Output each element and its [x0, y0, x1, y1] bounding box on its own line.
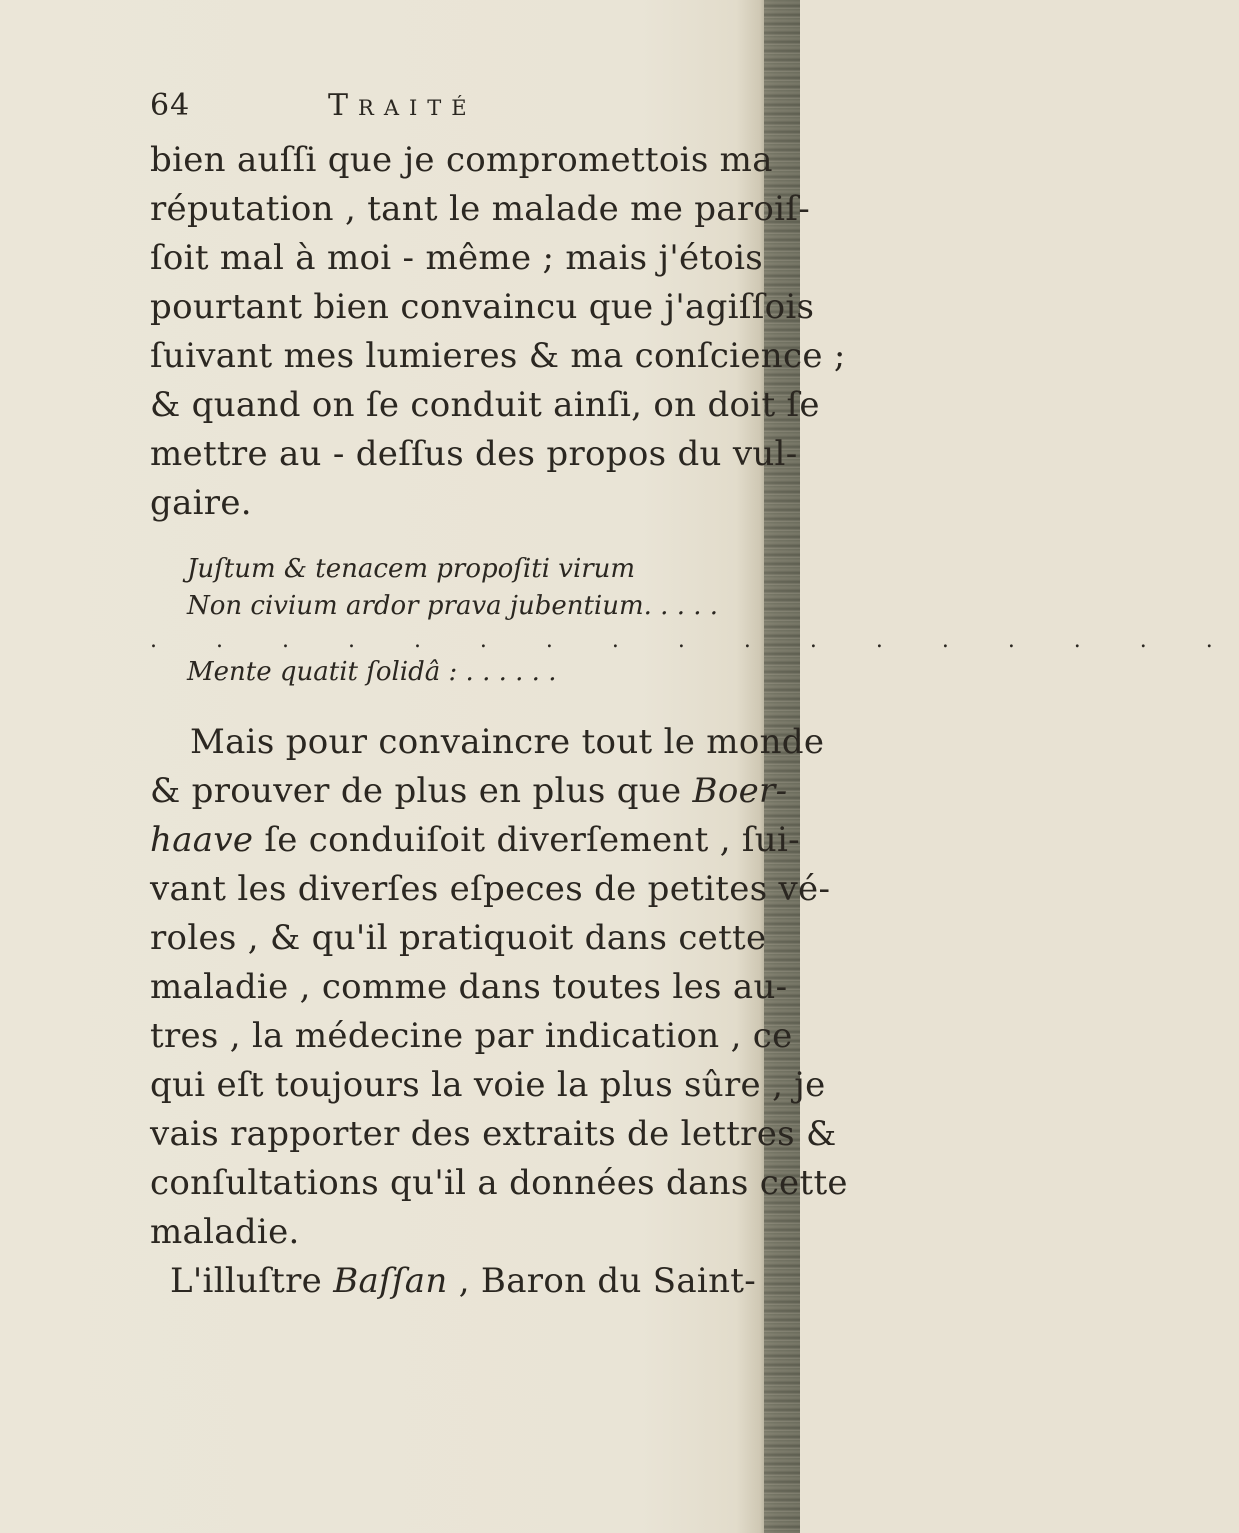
text-line: roles , & qu'il pratiquoit dans cette [150, 918, 767, 958]
text-line: maladie , comme dans toutes les au- [150, 967, 788, 1007]
text-line: réputation , tant le malade me paroiſ- [150, 189, 811, 229]
name-boerhaave: Boer- [692, 771, 788, 811]
text-line: conſultations qu'il a données dans cette [150, 1163, 848, 1203]
text-line: & quand on ſe conduit ainſi, on doit ſe [150, 385, 820, 425]
text-line: vant les diverſes eſpeces de petites vé- [150, 869, 831, 909]
text-line: ſoit mal à moi - même ; mais j'étois [150, 238, 764, 278]
verse-line: Mente quatit ſolidâ : . . . . . . [187, 657, 557, 687]
running-title: Traité [328, 88, 477, 123]
text-line: tres , la médecine par indication , ce [150, 1016, 793, 1056]
text-line: Mais pour convaincre tout le monde [190, 722, 825, 762]
text-line: haave ſe conduiſoit diverſement , ſui- [150, 820, 800, 860]
text-line: vais rapporter des extraits de lettres & [150, 1114, 837, 1154]
text-line: mettre au - deſſus des propos du vul- [150, 434, 798, 474]
book-spine-edge [764, 0, 800, 1533]
verse-line: Juſtum & tenacem propoſiti virum [187, 554, 636, 584]
text-line: & prouver de plus en plus que Boer- [150, 771, 788, 811]
page-header [150, 88, 710, 128]
text-line: L'illuſtre Baſſan , Baron du Saint- [170, 1261, 757, 1301]
text-line: gaire. [150, 483, 252, 523]
text-line: bien auſſi que je compromettois ma [150, 140, 773, 180]
verse-line: Non civium ardor prava jubentium. . . . . [187, 591, 719, 621]
text-line: pourtant bien convaincu que j'agiſſois [150, 287, 815, 327]
verse-ellipsis-row: . . . . . . . . . . . . . . . . . [150, 628, 1239, 653]
name-bassan: Baſſan [333, 1261, 448, 1301]
text-line: ſuivant mes lumieres & ma conſcience ; [150, 336, 846, 376]
text-line: qui eſt toujours la voie la plus sûre , je [150, 1065, 826, 1105]
name-boerhaave: haave [150, 820, 254, 860]
text-line: maladie. [150, 1212, 300, 1252]
page-number: 64 [150, 88, 191, 123]
